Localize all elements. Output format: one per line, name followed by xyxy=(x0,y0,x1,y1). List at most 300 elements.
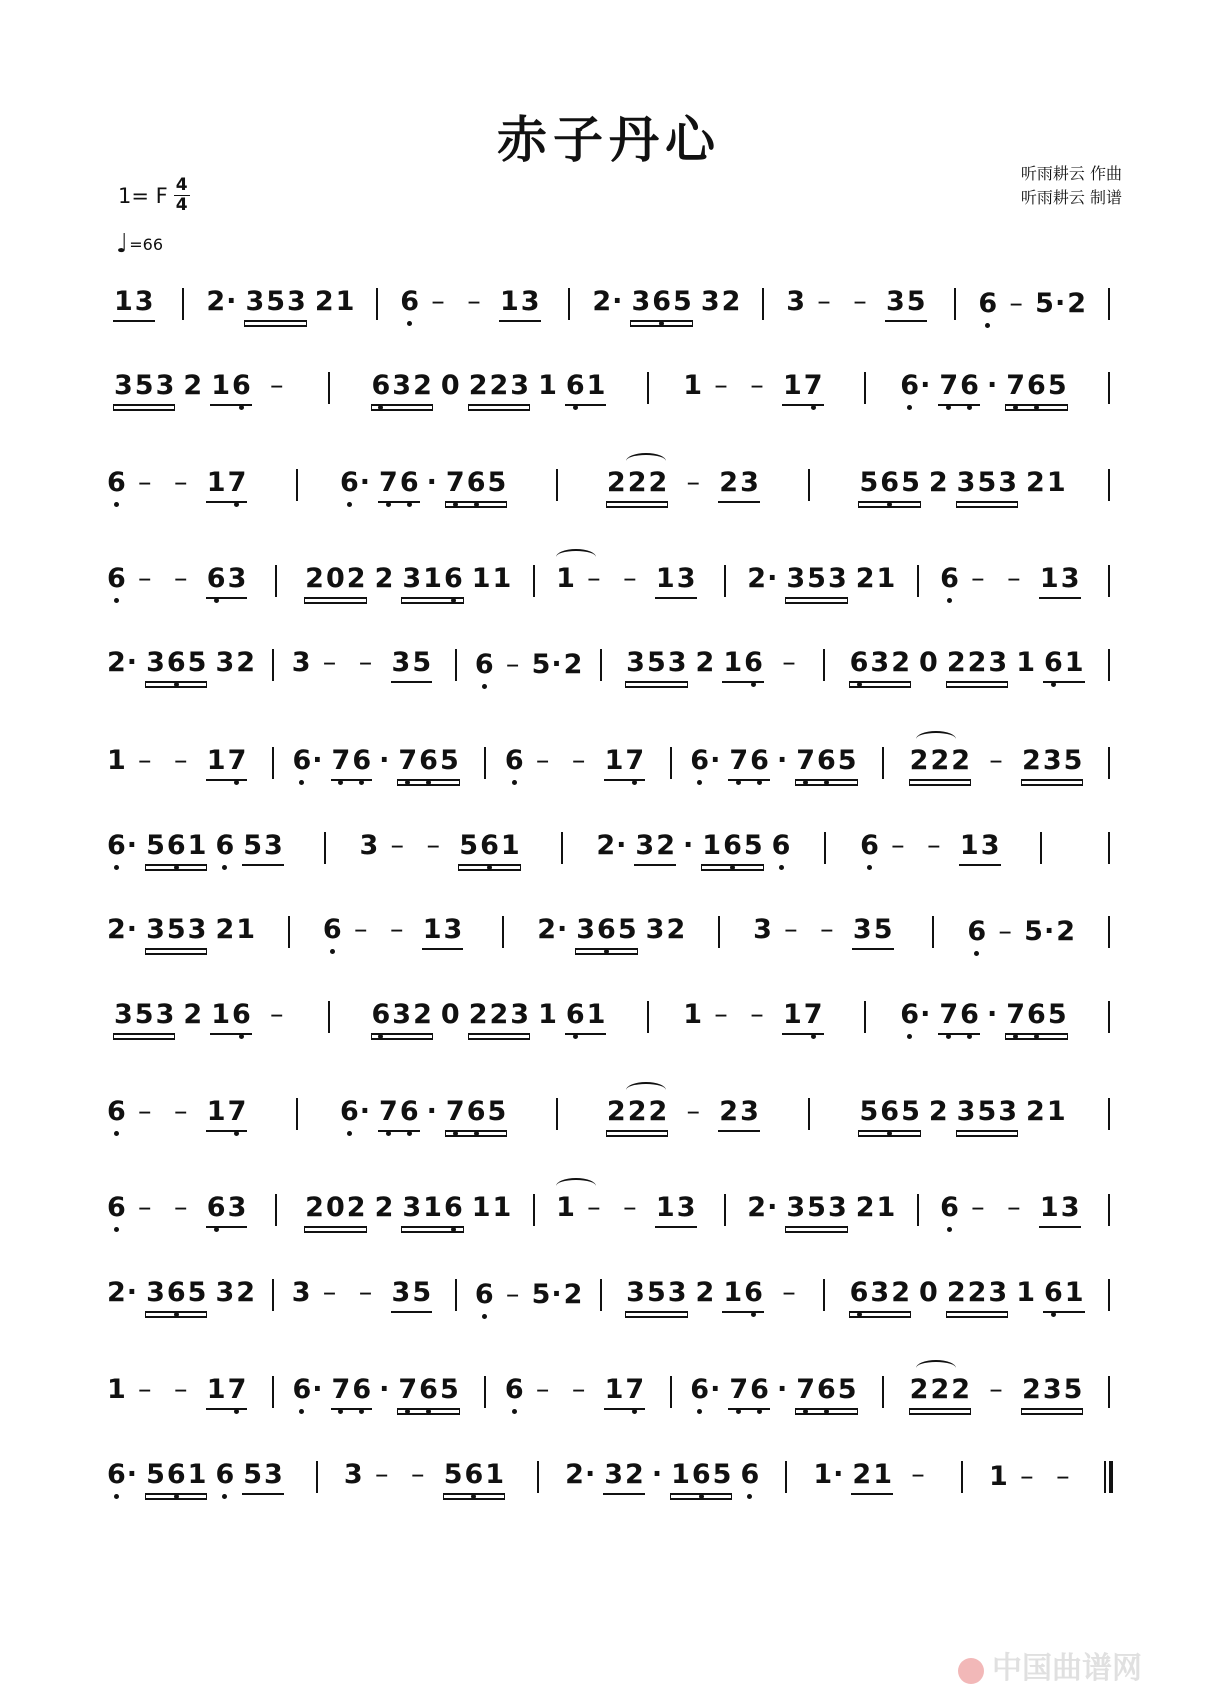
beam-group xyxy=(422,914,464,950)
note: 5 xyxy=(807,563,826,594)
note: 5 xyxy=(439,745,459,776)
note: 5 xyxy=(243,1459,263,1490)
dash: – xyxy=(714,370,728,401)
note: 1 xyxy=(114,286,133,317)
credits xyxy=(1021,162,1122,210)
note: 3 xyxy=(980,830,1000,861)
note: 1 xyxy=(586,370,606,401)
note: 2 xyxy=(951,745,971,776)
measure xyxy=(291,745,466,781)
note: 5 xyxy=(617,914,637,945)
barline xyxy=(537,1461,539,1493)
dash: – xyxy=(971,563,985,594)
beam-group xyxy=(242,1459,284,1495)
note: 5 xyxy=(412,647,432,678)
dash: – xyxy=(322,647,337,678)
augmentation-dot: · xyxy=(379,745,390,776)
dash: – xyxy=(535,745,550,776)
dash: – xyxy=(587,1192,601,1223)
note: 6 xyxy=(723,830,742,861)
note: 1 xyxy=(1064,647,1084,678)
tempo-value: =66 xyxy=(129,234,164,254)
beam-group xyxy=(718,467,760,503)
note: 3 xyxy=(155,999,175,1030)
note: 3 xyxy=(134,286,154,317)
measure xyxy=(106,370,295,406)
barline xyxy=(272,649,274,681)
tie-arc xyxy=(916,1360,956,1376)
note: 2 xyxy=(891,647,911,678)
augmentation-dot: · xyxy=(651,1459,663,1490)
measure xyxy=(106,1277,256,1313)
note: 7 xyxy=(803,370,823,401)
note: 5 xyxy=(873,914,893,945)
note: 3 xyxy=(245,286,265,317)
barline xyxy=(324,832,326,864)
barline xyxy=(272,747,274,779)
dash: – xyxy=(1020,1461,1034,1492)
note: 5 xyxy=(646,647,666,678)
measure xyxy=(297,563,512,599)
beam-group xyxy=(959,830,1001,866)
beam-group xyxy=(445,1096,507,1132)
note: 6 xyxy=(352,1374,372,1405)
beam-group xyxy=(956,467,1018,503)
note: 1 xyxy=(1046,1096,1066,1127)
dash: – xyxy=(891,830,905,861)
note: 2 xyxy=(183,999,203,1030)
note: 3 xyxy=(998,467,1018,498)
note: 1 xyxy=(206,745,226,776)
barline xyxy=(823,1279,825,1311)
note: 6 xyxy=(900,370,920,401)
note: 3 xyxy=(227,563,247,594)
note: 2 xyxy=(346,1192,366,1223)
note: 6 xyxy=(215,830,235,861)
composer-credit: 听雨耕云 作曲 xyxy=(1020,164,1122,183)
augmentation-dot: · xyxy=(776,745,788,776)
barline xyxy=(182,288,184,320)
note: 3 xyxy=(740,467,759,498)
note: 2 xyxy=(1056,916,1076,947)
barline xyxy=(808,469,810,501)
beam-group xyxy=(1043,647,1085,683)
score-row xyxy=(106,559,1116,603)
measure xyxy=(902,1374,1091,1410)
arranger-credit: 听雨耕云 制谱 xyxy=(1020,188,1122,207)
note: 6 xyxy=(565,370,585,401)
note: 2 xyxy=(537,914,556,945)
note: 5 xyxy=(901,467,920,498)
note: 1 xyxy=(1039,563,1059,594)
note: 6 xyxy=(691,1459,711,1490)
beam-group xyxy=(938,999,980,1035)
note: 5 xyxy=(1047,999,1067,1030)
note: 2 xyxy=(656,830,675,861)
note: 1 xyxy=(873,1459,892,1490)
note: 5 xyxy=(837,745,857,776)
note: 2 xyxy=(951,1374,971,1405)
barline xyxy=(1108,1279,1110,1311)
note: 0 xyxy=(919,647,938,678)
note: 7 xyxy=(729,1374,749,1405)
beam-group xyxy=(499,286,541,322)
note: 6 xyxy=(107,467,126,498)
note: 1 xyxy=(876,1192,896,1223)
beam-group xyxy=(858,1096,920,1132)
beam-group xyxy=(728,1374,770,1410)
beam-group xyxy=(304,563,366,599)
tie-arc xyxy=(556,549,596,565)
measure xyxy=(504,745,652,781)
beam-group xyxy=(1021,1374,1083,1410)
note: 6 xyxy=(322,914,342,945)
beam-group xyxy=(378,1096,420,1132)
note: 2 xyxy=(891,1277,911,1308)
augmentation-dot: · xyxy=(556,914,568,945)
measure xyxy=(988,1461,1081,1493)
note: 3 xyxy=(635,830,655,861)
note: 2 xyxy=(592,286,612,317)
dash: – xyxy=(174,1096,188,1127)
note: 5 xyxy=(266,286,286,317)
measure xyxy=(343,1459,512,1495)
barline xyxy=(718,916,720,948)
dash: – xyxy=(1009,288,1023,319)
note: 3 xyxy=(645,914,665,945)
note: 1 xyxy=(556,1192,575,1223)
barline xyxy=(455,649,457,681)
note: 6 xyxy=(399,467,419,498)
note: 7 xyxy=(445,467,465,498)
augmentation-dot: · xyxy=(126,830,138,861)
note: 5 xyxy=(487,467,507,498)
note: 3 xyxy=(626,1277,645,1308)
beam-group xyxy=(331,745,373,781)
measure xyxy=(899,370,1074,406)
note: 3 xyxy=(510,999,530,1030)
measure xyxy=(106,745,254,781)
dash: – xyxy=(571,745,586,776)
measure xyxy=(939,1192,1087,1228)
note: 6 xyxy=(565,999,585,1030)
note: 5 xyxy=(166,914,186,945)
measure xyxy=(291,1277,439,1313)
note: 1 xyxy=(723,1277,743,1308)
dash: – xyxy=(138,467,152,498)
measure xyxy=(746,563,896,599)
barline xyxy=(1108,372,1110,404)
note: 7 xyxy=(227,1374,247,1405)
note: 2 xyxy=(305,1192,324,1223)
score-row xyxy=(106,1370,1116,1414)
note: 6 xyxy=(750,745,769,776)
augmentation-dot: · xyxy=(551,649,562,680)
beam-group xyxy=(795,745,857,781)
note: 6 xyxy=(817,1374,836,1405)
beam-group xyxy=(728,745,770,781)
note: 6 xyxy=(107,563,126,594)
note: 1 xyxy=(538,999,557,1030)
note: 6 xyxy=(1027,999,1046,1030)
barline xyxy=(1108,469,1110,501)
note: 1 xyxy=(211,999,230,1030)
measure xyxy=(106,1459,291,1495)
note: 5 xyxy=(712,1459,732,1490)
barline xyxy=(275,1194,277,1226)
note: 2 xyxy=(695,647,715,678)
beam-group xyxy=(401,1192,463,1228)
note: 2 xyxy=(627,1096,647,1127)
dash: – xyxy=(431,286,445,317)
barline xyxy=(785,1461,787,1493)
augmentation-dot: · xyxy=(126,1277,138,1308)
note: 6 xyxy=(443,563,463,594)
beam-group xyxy=(145,830,207,866)
augmentation-dot: · xyxy=(920,999,931,1030)
note: 2 xyxy=(747,1192,767,1223)
augmentation-dot: · xyxy=(126,647,138,678)
measure xyxy=(555,1192,703,1228)
dash: – xyxy=(270,370,284,401)
measure xyxy=(536,914,686,950)
dash: – xyxy=(410,1459,425,1490)
note: 3 xyxy=(114,370,133,401)
augmentation-dot: · xyxy=(616,830,627,861)
dash: – xyxy=(998,916,1012,947)
dash: – xyxy=(1056,1461,1070,1492)
note: 3 xyxy=(155,370,175,401)
note: 1 xyxy=(335,286,355,317)
beam-group xyxy=(858,467,920,503)
barline xyxy=(1108,1376,1110,1408)
note: 3 xyxy=(827,1192,847,1223)
note: 6 xyxy=(292,1374,312,1405)
note: 6 xyxy=(1027,370,1046,401)
dash: – xyxy=(853,286,867,317)
note: 0 xyxy=(440,370,460,401)
measure xyxy=(591,286,741,322)
note: 2 xyxy=(852,1459,872,1490)
note: 3 xyxy=(146,914,165,945)
note: 1 xyxy=(206,1096,226,1127)
beam-group xyxy=(1021,745,1083,781)
dash: – xyxy=(784,914,798,945)
measure xyxy=(977,288,1087,320)
note: 3 xyxy=(227,1192,247,1223)
note: 3 xyxy=(343,1459,363,1490)
barline xyxy=(823,649,825,681)
note: 2 xyxy=(946,1277,966,1308)
note: 0 xyxy=(919,1277,938,1308)
measure xyxy=(106,563,254,599)
note: 2 xyxy=(946,647,966,678)
note: 1 xyxy=(671,1459,690,1490)
note: 2 xyxy=(695,1277,715,1308)
note: 7 xyxy=(803,999,823,1030)
note: 6 xyxy=(690,1374,710,1405)
tempo-marking xyxy=(116,229,164,259)
beam-group xyxy=(938,370,980,406)
note: 5 xyxy=(1063,1374,1083,1405)
measure xyxy=(106,286,162,322)
barline xyxy=(1040,832,1042,864)
dash: – xyxy=(322,1277,337,1308)
note: 6 xyxy=(352,745,372,776)
note: 5 xyxy=(459,830,479,861)
barline xyxy=(762,288,764,320)
barline xyxy=(864,1001,866,1033)
note: 3 xyxy=(402,563,422,594)
note: 1 xyxy=(876,563,896,594)
dash: – xyxy=(505,649,520,680)
dash: – xyxy=(174,563,188,594)
note: 2 xyxy=(413,999,432,1030)
note: 3 xyxy=(631,286,651,317)
time-signature xyxy=(174,176,190,215)
note: 2 xyxy=(625,1459,644,1490)
measure xyxy=(682,370,830,406)
note: 2 xyxy=(606,467,626,498)
beam-group xyxy=(468,999,530,1035)
note: 6 xyxy=(1044,647,1063,678)
dash: – xyxy=(138,1096,152,1127)
beam-group xyxy=(371,999,433,1035)
beam-group xyxy=(655,1192,697,1228)
note: 2 xyxy=(666,914,686,945)
note: 5 xyxy=(439,1374,459,1405)
beam-group xyxy=(210,370,252,406)
measure xyxy=(752,914,900,950)
dash: – xyxy=(911,1459,925,1490)
note: 2 xyxy=(928,467,948,498)
note: 3 xyxy=(1060,563,1080,594)
note: 3 xyxy=(392,999,412,1030)
beam-group xyxy=(956,1096,1018,1132)
dash: – xyxy=(374,1459,389,1490)
barline xyxy=(484,1376,486,1408)
note: 6 xyxy=(900,999,920,1030)
note: 2 xyxy=(314,286,334,317)
note: 5 xyxy=(977,1096,997,1127)
note: 2 xyxy=(236,1277,256,1308)
barline xyxy=(1108,565,1110,597)
beam-group xyxy=(304,1192,366,1228)
note: 6 xyxy=(419,745,438,776)
barline xyxy=(556,1098,558,1130)
barline xyxy=(917,1194,919,1226)
note: 1 xyxy=(782,999,802,1030)
note: 1 xyxy=(702,830,722,861)
augmentation-dot: · xyxy=(359,467,371,498)
note: 1 xyxy=(538,370,557,401)
beam-group xyxy=(782,370,824,406)
augmentation-dot: · xyxy=(767,1192,778,1223)
dash: – xyxy=(1007,563,1021,594)
beam-group xyxy=(851,1459,893,1495)
note: 3 xyxy=(740,1096,759,1127)
beam-group xyxy=(946,1277,1008,1313)
beam-group xyxy=(210,999,252,1035)
note: 6 xyxy=(466,1096,486,1127)
note: 2 xyxy=(374,1192,394,1223)
note: 2 xyxy=(967,1277,987,1308)
beam-group xyxy=(397,1374,459,1410)
beam-group xyxy=(1039,563,1081,599)
dash: – xyxy=(750,999,764,1030)
note: 5 xyxy=(859,1096,879,1127)
beam-group xyxy=(1039,1192,1081,1228)
note: 2 xyxy=(413,370,432,401)
note: 6 xyxy=(860,830,879,861)
beam-group xyxy=(206,1096,248,1132)
barline xyxy=(1108,649,1110,681)
measure xyxy=(555,563,703,599)
beam-group xyxy=(885,286,927,322)
note: 6 xyxy=(419,1374,438,1405)
measure xyxy=(106,1192,254,1228)
barline xyxy=(824,832,826,864)
augmentation-dot: · xyxy=(551,1279,562,1310)
beam-group xyxy=(206,1374,248,1410)
note: 1 xyxy=(492,563,512,594)
beam-group xyxy=(604,745,646,781)
barline xyxy=(724,565,726,597)
note: 6 xyxy=(771,830,791,861)
beam-group xyxy=(331,1374,373,1410)
measure xyxy=(291,647,439,683)
note: 3 xyxy=(264,1459,283,1490)
note: 0 xyxy=(325,563,345,594)
barline xyxy=(647,1001,649,1033)
note: 1 xyxy=(989,1461,1008,1492)
note: 2 xyxy=(215,914,235,945)
note: 2 xyxy=(909,745,929,776)
barline xyxy=(1108,288,1110,320)
beam-group xyxy=(849,647,911,683)
beam-group xyxy=(401,563,463,599)
beam-group xyxy=(113,999,175,1035)
dash: – xyxy=(505,1279,520,1310)
note: 3 xyxy=(667,647,687,678)
barline xyxy=(954,288,956,320)
tie-arc xyxy=(626,453,666,469)
note: 3 xyxy=(1042,1374,1062,1405)
measure xyxy=(106,647,256,683)
note: 2 xyxy=(855,1192,875,1223)
dash: – xyxy=(817,286,831,317)
score-row xyxy=(106,910,1116,954)
augmentation-dot: · xyxy=(426,467,437,498)
note: 1 xyxy=(683,370,702,401)
note: 6 xyxy=(690,745,710,776)
beam-group xyxy=(782,999,824,1035)
note: 1 xyxy=(500,286,519,317)
measure xyxy=(689,745,864,781)
note: 3 xyxy=(786,563,806,594)
note: 6 xyxy=(744,647,763,678)
barline xyxy=(1108,832,1110,864)
note: 6 xyxy=(215,1459,235,1490)
score-row xyxy=(106,643,1116,687)
note: 1 xyxy=(471,1192,491,1223)
note: 2 xyxy=(721,286,741,317)
note: 6 xyxy=(504,1374,524,1405)
note: 3 xyxy=(1042,745,1062,776)
dash: – xyxy=(535,1374,550,1405)
note: 6 xyxy=(166,830,186,861)
beam-group xyxy=(458,830,520,866)
